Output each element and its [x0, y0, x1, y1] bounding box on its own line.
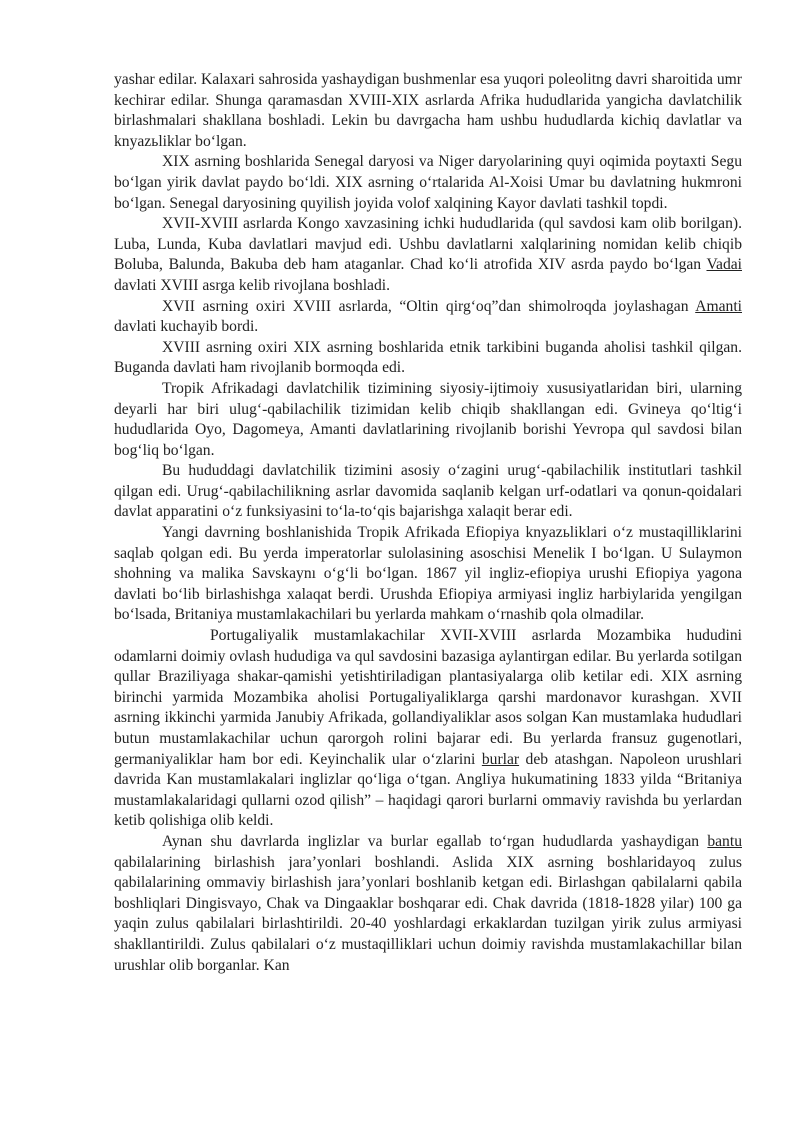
paragraph-senegal-niger: XIX asrning boshlarida Senegal daryosi va Niger daryolarining quyi oqimida poytaxti Segu bo‘lgan yirik davlat paydo bo‘ldi. XIX asrning o‘rtalarida Al-Xoisi Umar bu davlatning hukmroni bo‘lgan. Senegal daryosining quyilish joyida volof xalqining Kayor davlati tashkil topdi. — [114, 153, 742, 212]
vadai-link[interactable]: Vadai — [706, 256, 742, 274]
paragraph-efiopiya: Yangi davrning boshlanishida Tropik Afrikada Efiopiya knyazьliklari o‘z mustaqilliklarini saqlab qolgan edi. Bu yerda imperatorlar sulolasining asoschisi Menelik I bo‘lgan. U Sulaymon shohning va malika Savskaynı o‘g‘li bo‘lgan. 1867 yil ingliz-efiopiya urushi Efiopiya yagona davlati bo‘lib birlashishga xalaqat berdi. Urushda Efiopiya armiyasi ingliz harbiylarida yengilgan bo‘lsada, Britaniya mustamlakachilari bu yerlarda mahkam o‘rnashib qola olmadilar. — [114, 524, 742, 624]
paragraph-text: Portugaliyalik mustamlakachilar XVII-XVIII asrlarda Mozambika hududini odamlarni doimiy ovlash hududiga va qul savdosini bazasiga aylantirgan edilar. Bu yerlarda sotilgan qullar Braziliyaga shakar-qamishi yetishtiriladigan plantasiyalarga olib ketilar edi. XIX asrning birinchi yarmida Mozambika aholisi Portugaliyaliklarga qarshi mardonavor kurashgan. XVII asrning ikkinchi yarmida Janubiy Afrikada, gollandiyaliklar asos solgan Kan mustamlaka hududlari butun mustamlakachilar uchun qarorgoh rolini bajarar edi. Bu yerlarda fransuz gugenotlari, germaniyaliklar ham bor edi. Keyinchalik ular o‘zlarini — [114, 627, 742, 768]
bantu-link[interactable]: bantu — [707, 832, 742, 850]
paragraph-intro: yashar edilar. Kalaxari sahrosida yashaydigan bushmenlar esa yuqori poleolitng davri sharoitida umr kechirar edilar. Shunga qaramasdan XVIII-XIX asrlarda Afrika hududlarida yangicha davlatchilik birlashmalari shakllana boshladi. Lekin bu davrgacha ham ushbu hududlarda kichiq davlatlar va knyazьliklar bo‘lgan. — [114, 71, 742, 150]
paragraph-amanti — [114, 297, 742, 338]
paragraph-text: Aynan shu davrlarda inglizlar va burlar egallab to‘rgan hududlarda yashaydigan — [162, 832, 708, 850]
paragraph-urug-qabila: Bu hududdagi davlatchilik tizimini asosiy o‘zagini urug‘-qabilachilik institutlari tashkil qilgan edi. Urug‘-qabilachilikning asrlar davomida saqlanib kelgan urf-odatlari va qonun-qoidalari davlat apparatini o‘z funksiyasini to‘la-to‘qis bajarishga xalaqit berar edi. — [114, 462, 742, 521]
paragraph-zulus — [114, 832, 742, 976]
paragraph-text: davlati kuchayib bordi. — [114, 318, 259, 336]
burlar-link[interactable]: burlar — [481, 750, 520, 768]
paragraph-text: XVII asrning oxiri XVIII asrlarda, “Oltin qirg‘oq”dan shimolroqda joylashagan — [162, 297, 696, 315]
paragraph-buganda: XVIII asrning oxiri XIX asrning boshlarida etnik tarkibini buganda aholisi tashkil qilgan. Buganda davlati ham rivojlanib bormoqda edi. — [114, 338, 742, 377]
paragraph-mozambika — [114, 626, 742, 832]
paragraph-text: deb atashgan. Napoleon urushlari davrida Kan mustamlakalari inglizlar qo‘liga o‘tgan. Angliya hukumatining 1833 yilda “Britaniya mustamlakalaridagi qullarni ozod qilish” – haqidagi qarori burlarni ommaviy ravishda bu yerlardan ketib qolishiga olib keldi. — [114, 750, 742, 830]
paragraph-text: davlati XVIII asrga kelib rivojlana boshladi. — [114, 276, 390, 294]
paragraph-kongo — [114, 214, 742, 296]
paragraph-text: XVII-XVIII asrlarda Kongo xavzasining ichki hududlarida (qul savdosi kam olib borilgan). Luba, Lunda, Kuba davlatlari mavjud edi. Ushbu davlatlarni xalqlarining nomidan kelib chiqib Boluba, Balunda, Bakuba deb ham ataganlar. Chad ko‘li atrofida XIV asrda paydo bo‘lgan — [114, 215, 742, 274]
paragraph-text: qabilalarining birlashish jara’yonlari boshlandi. Aslida XIX asrning boshlaridayoq zulus qabilalarining ommaviy birlashish jara’yonlari boshlanib ketgan edi. Birlashgan qabilalarni qabila boshliqlari Dingisvayo, Chak va Dingaaklar boshqarar edi. Chak davrida (1818-1828 yilar) 100 ga yaqin zulus qabilalari birlashtirildi. 20-40 yoshlardagi erkaklardan tuzilgan yirik zulus armiyasi shakllantirildi. Zulus qabilalari o‘z mustaqilliklari uchun doimiy ravishda mustamlakachillar bilan urushlar olib borganlar. Kan — [114, 853, 742, 974]
amanti-link[interactable]: Amanti — [695, 297, 742, 315]
paragraph-tropik-afrika: Tropik Afrikadagi davlatchilik tizimining siyosiy-ijtimoiy xususiyatlaridan biri, ularning deyarli har biri ulug‘-qabilachilik tizimidan kelib chiqib shakllangan edi. Gvineya qo‘ltig‘i hududlarida Oyo, Dagomeya, Amanti davlatlarining rivojlanib borishi Yevropa qul savdosi bilan bog‘liq bo‘lgan. — [114, 379, 742, 459]
